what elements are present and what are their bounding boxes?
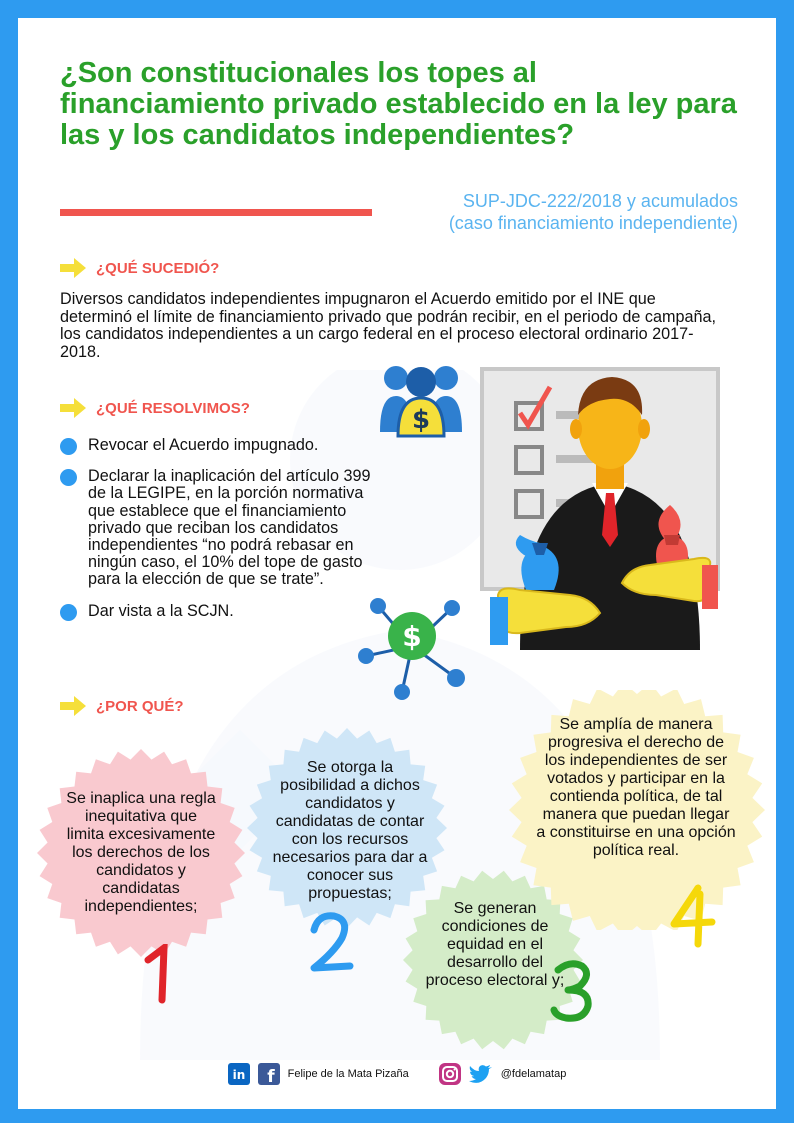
reason-number-text: 1 [138, 944, 139, 945]
page-title: ¿Son constitucionales los topes al financiamiento privado establecido en la ley para las y los candidatos independientes? [60, 57, 737, 151]
reason-number-3 [550, 960, 596, 1022]
reason-text-2: Se otorga la posibilidad a dichos candidatos y candidatas de contar con los recursos necesarios para dar a conocer sus propuestas; [272, 759, 428, 902]
instagram-icon[interactable] [439, 1063, 461, 1085]
arrow-right-icon [60, 696, 86, 716]
social-handle: @fdelamatap [500, 1068, 567, 1080]
reason-text-3: Se generan condiciones de equidad en el desarrollo del proceso electoral y; [425, 900, 565, 989]
resolution-list [60, 437, 380, 634]
reason-text-1: Se inaplica una regla inequitativa que limita excesivamente los derechos de los candidatos y candidatas independientes; [66, 790, 216, 915]
bullet-icon [60, 469, 77, 486]
svg-text:in: in [232, 1068, 245, 1082]
list-item-text: Revocar el Acuerdo impugnado. [88, 436, 319, 454]
reason-number-1 [138, 944, 180, 1006]
bullet-icon [60, 604, 77, 621]
twitter-icon[interactable] [469, 1064, 493, 1084]
businessman-illustration [480, 365, 720, 660]
title-underline [60, 209, 372, 216]
list-item [60, 437, 380, 454]
what-happened-text: Diversos candidatos independientes impugnaron el Acuerdo emitido por el INE que determinó el límite de financiamiento privado que podrán recibir, en el periodo de campaña, los candidatos independientes a un cargo federal en el proceso electoral ordinario 2017-2018. [60, 290, 716, 361]
svg-text:$: $ [402, 620, 422, 653]
case-reference [449, 190, 738, 234]
section-heading-label: ¿POR QUÉ? [96, 697, 184, 715]
linkedin-icon[interactable] [228, 1063, 250, 1085]
section-heading-what-happened [60, 258, 219, 278]
section-heading-label: ¿QUÉ RESOLVIMOS? [96, 399, 250, 417]
list-item-text: Declarar la inaplicación del artículo 399 de la LEGIPE, en la porción normativa que establece que el financiamiento privado que reciban los candidatos independientes “no podrá rebasar en ningún caso, el 10% del tope de gasto para la elección de que se trate”. [88, 467, 371, 589]
case-name: (caso financiamiento independiente) [448, 213, 738, 233]
list-item [60, 603, 380, 620]
case-number: SUP-JDC-222/2018 y acumulados [462, 191, 738, 211]
money-group-icon [378, 356, 464, 438]
facebook-icon[interactable] [258, 1063, 280, 1085]
svg-text:f: f [266, 1067, 275, 1085]
footer [0, 1059, 794, 1089]
reason-number-4 [668, 884, 718, 948]
reason-number-2 [306, 912, 356, 974]
network-dollar-icon [356, 596, 468, 704]
section-heading-why [60, 696, 184, 716]
list-item [60, 468, 380, 588]
reason-number-text: 4 [668, 884, 669, 885]
section-heading-label: ¿QUÉ SUCEDIÓ? [96, 259, 220, 277]
svg-text:$: $ [411, 405, 431, 435]
arrow-right-icon [60, 398, 86, 418]
reason-number-text: 3 [550, 960, 551, 961]
list-item-text: Dar vista a la SCJN. [88, 601, 234, 620]
reason-text-4: Se amplía de manera progresiva el derecho de los independientes de ser votados y participar en la contienda política, de tal manera que puedan llegar a constituirse en una opción política real. [536, 716, 736, 859]
section-heading-resolved [60, 398, 250, 418]
arrow-right-icon [60, 258, 86, 278]
bullet-icon [60, 438, 77, 455]
reason-number-text: 2 [306, 912, 307, 913]
author-name: Felipe de la Mata Pizaña [287, 1068, 409, 1080]
